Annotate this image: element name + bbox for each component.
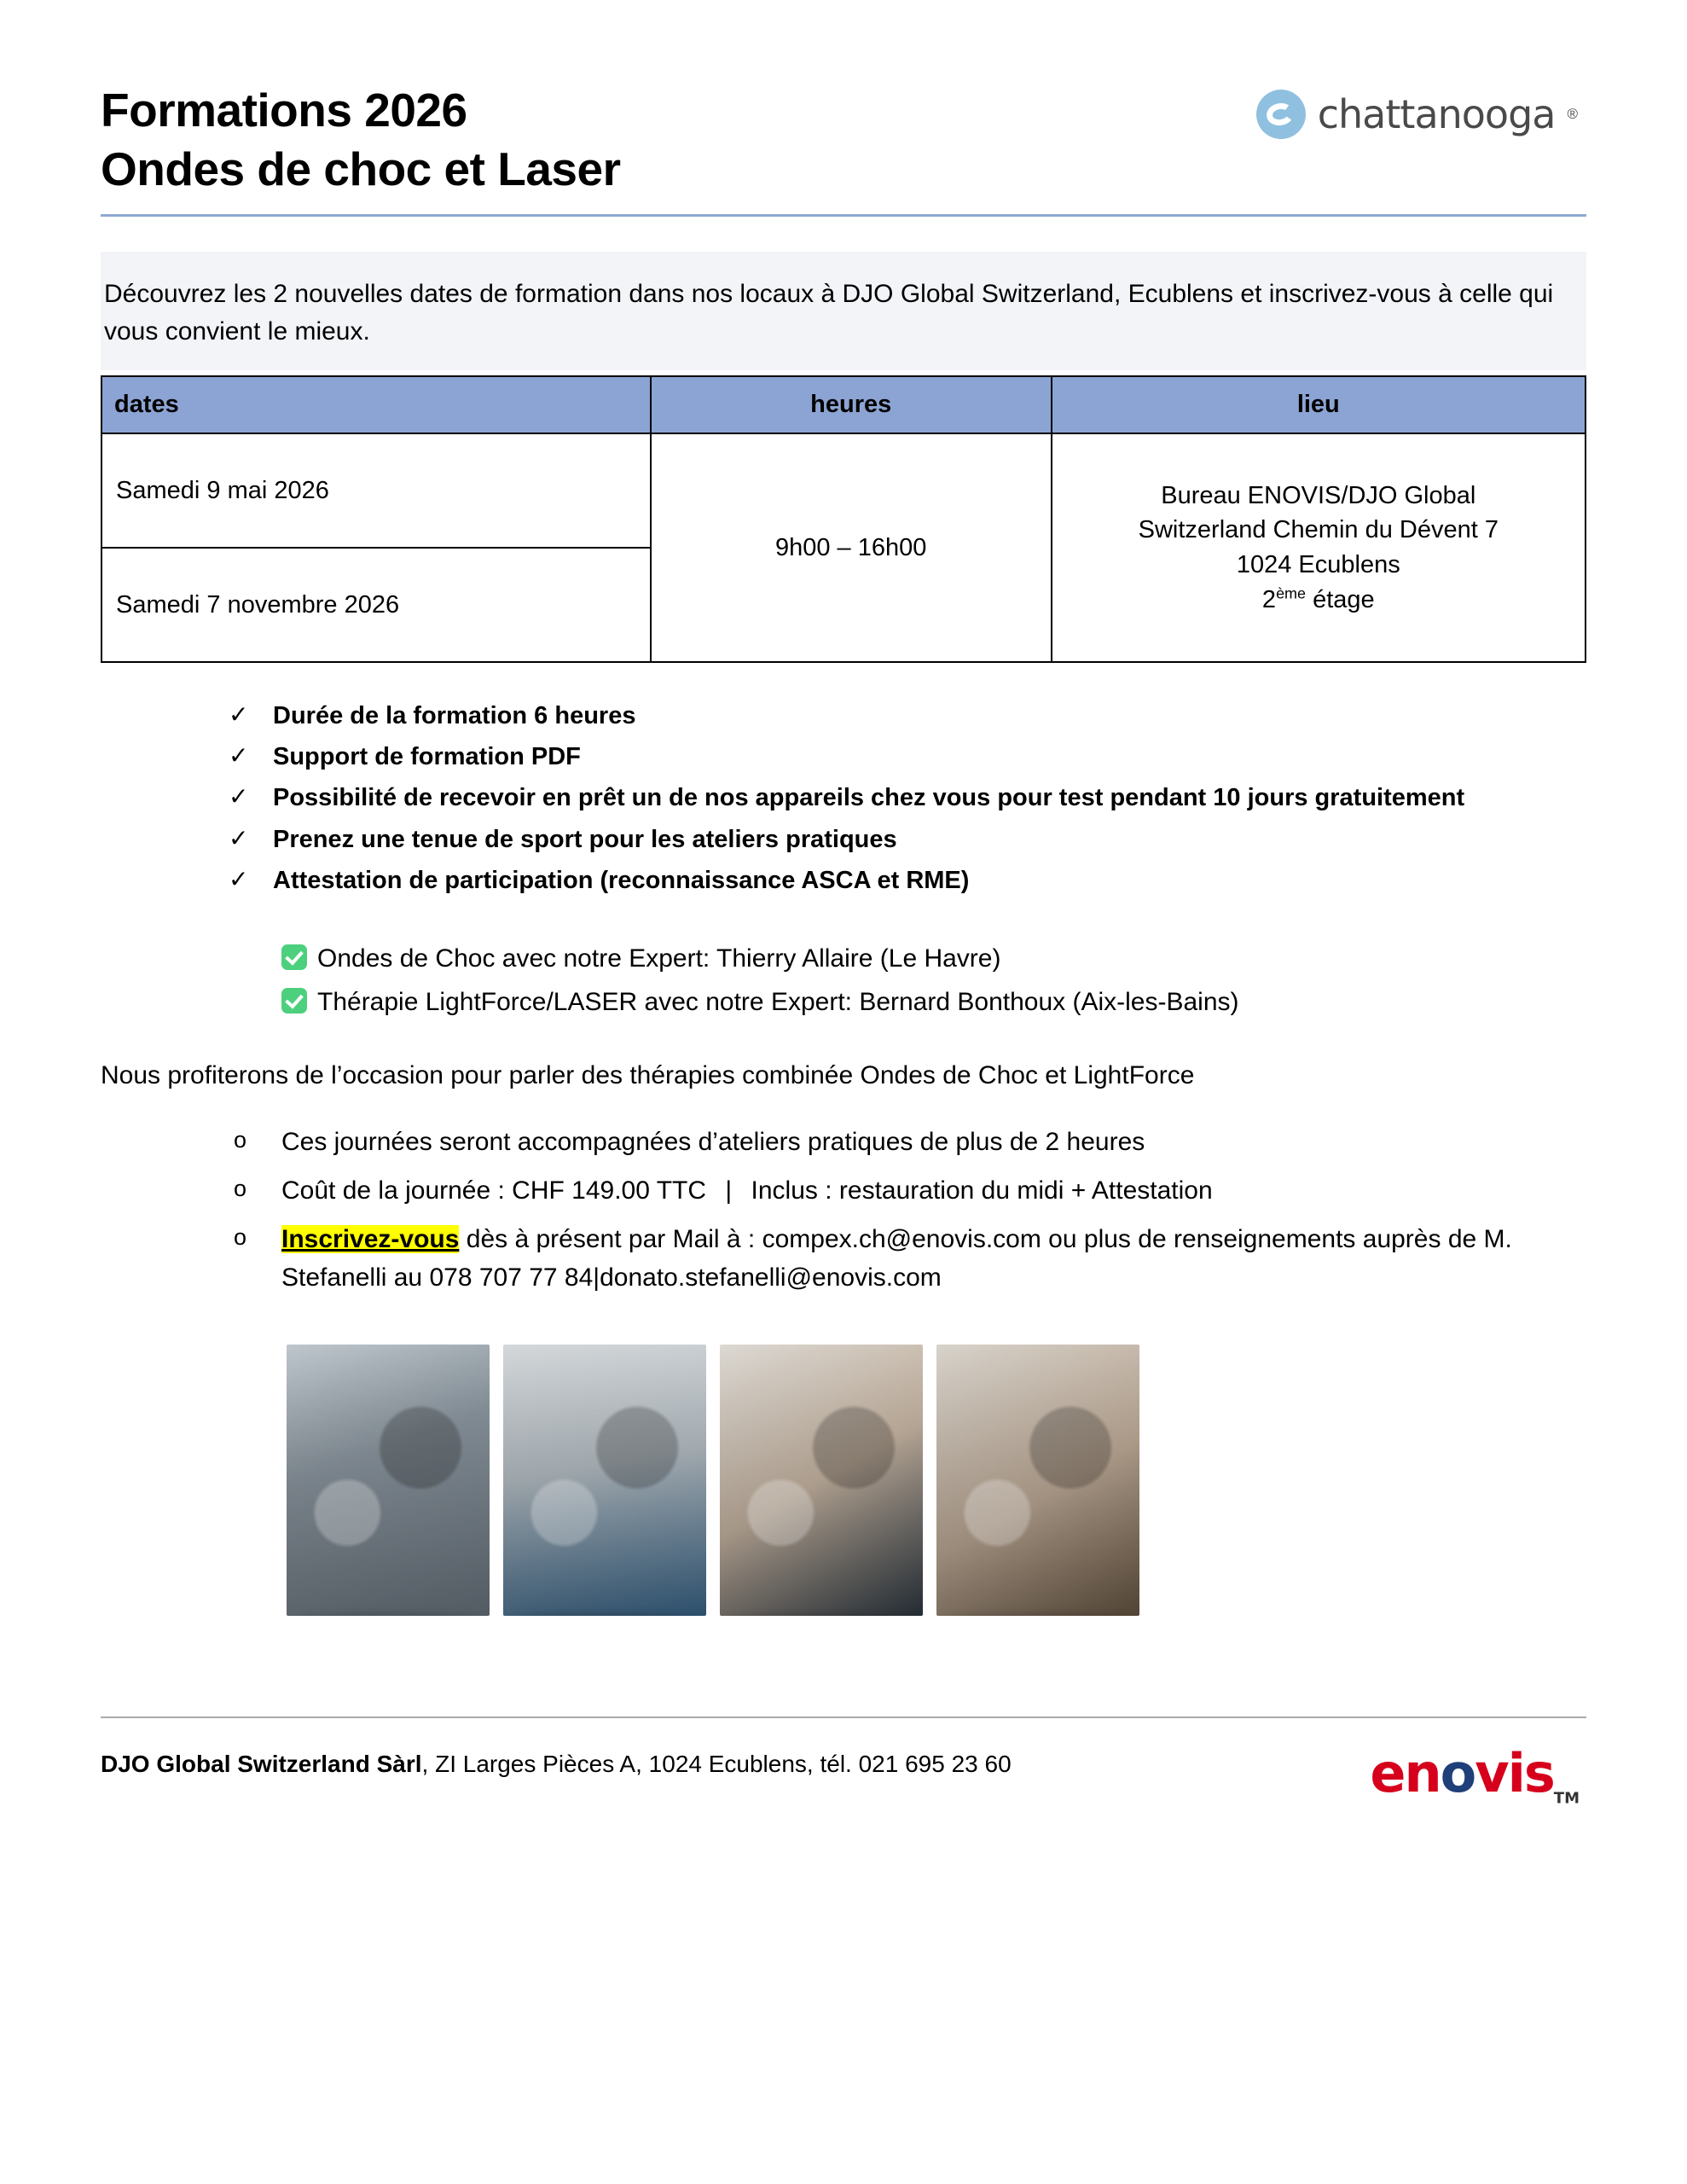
floor-ordinal: ème <box>1276 584 1307 601</box>
table-row <box>101 433 1586 548</box>
list-item: ✓ Attestation de participation (reconnaissance ASCA et RME) <box>229 863 1586 898</box>
expert-line-1: Ondes de Choc avec notre Expert: Thierry Allaire (Le Havre) <box>317 944 1001 973</box>
green-check-icon <box>281 944 307 970</box>
features-check-list <box>101 699 1586 898</box>
photo-traitement-ondes-de-choc-jambe <box>720 1345 923 1616</box>
enovis-logo <box>1370 1742 1580 1807</box>
location-floor <box>1066 583 1571 618</box>
photo-shadow <box>945 1614 1131 1616</box>
experts-list <box>101 939 1586 1021</box>
list-item: ✓ Support de formation PDF <box>229 740 1586 775</box>
separator: | <box>725 1176 733 1205</box>
list-item <box>281 983 1586 1021</box>
floor-number: 2 <box>1261 585 1277 613</box>
title-line-2: Ondes de choc et Laser <box>101 142 621 195</box>
list-item <box>281 939 1586 978</box>
document-footer <box>101 1742 1586 1841</box>
title-line-1: Formations 2026 <box>101 84 467 136</box>
cell-date-1: Samedi 9 mai 2026 <box>101 433 651 548</box>
column-header-lieu: lieu <box>1052 376 1586 433</box>
brand-name: chattanooga <box>1317 91 1556 137</box>
combined-therapy-paragraph: Nous profiterons de l’occasion pour parler des thérapies combinée Ondes de Choc et LightForce <box>101 1060 1195 1089</box>
schedule-table <box>101 375 1586 663</box>
footer-company-name: DJO Global Switzerland Sàrl <box>101 1751 422 1778</box>
enovis-logo-part1: en <box>1370 1742 1441 1805</box>
included-text: Inclus : restauration du midi + Attestation <box>751 1176 1213 1205</box>
location-line-1: Bureau ENOVIS/DJO Global <box>1161 481 1476 509</box>
cost-text: Coût de la journée : CHF 149.00 TTC <box>281 1176 707 1205</box>
column-header-dates: dates <box>101 376 651 433</box>
registered-mark: ® <box>1567 106 1578 122</box>
photo-shadow <box>512 1614 698 1616</box>
photo-therapeute-laser-sur-patient <box>503 1345 706 1616</box>
location-line-3: 1024 Ecublens <box>1236 551 1400 578</box>
chattanooga-circle-logo-icon <box>1256 90 1306 139</box>
column-header-heures: heures <box>651 376 1052 433</box>
footer-divider <box>101 1716 1586 1718</box>
header-divider <box>101 214 1586 217</box>
list-item <box>229 1220 1586 1297</box>
list-item: ✓ Possibilité de recevoir en prêt un de nos appareils chez vous pour test pendant 10 jours gratuitement <box>229 781 1586 816</box>
location-line-2: Switzerland Chemin du Dévent 7 <box>1138 516 1499 544</box>
photo-formateur-avec-appareil-ondes-de-choc <box>287 1345 490 1616</box>
register-details: dès à présent par Mail à : compex.ch@enovis.com ou plus de renseignements auprès de M. Stefanelli au 078 707 77 84|donato.stefanelli@enovis.com <box>281 1225 1512 1292</box>
floor-word: étage <box>1306 585 1375 613</box>
photo-traitement-appareil-sur-genou <box>936 1345 1139 1616</box>
expert-line-2: Thérapie LightForce/LASER avec notre Expert: Bernard Bonthoux (Aix-les-Bains) <box>317 987 1239 1016</box>
intro-paragraph: Découvrez les 2 nouvelles dates de formation dans nos locaux à DJO Global Switzerland, Ecublens et inscrivez-vous à celle qui vous convient le mieux. <box>101 252 1586 370</box>
list-item: ✓ Durée de la formation 6 heures <box>229 699 1586 734</box>
table-header-row <box>101 376 1586 433</box>
list-item <box>229 1171 1586 1210</box>
document-header <box>101 0 1586 252</box>
cell-location <box>1052 433 1586 662</box>
cell-date-2: Samedi 7 novembre 2026 <box>101 548 651 662</box>
footer-address-text: , ZI Larges Pièces A, 1024 Ecublens, tél. 021 695 23 60 <box>421 1751 1012 1778</box>
details-list <box>101 1123 1586 1297</box>
photo-gallery <box>101 1345 1586 1616</box>
photo-shadow <box>295 1614 481 1616</box>
footer-address <box>101 1747 1586 1780</box>
cell-hours: 9h00 – 16h00 <box>651 433 1052 662</box>
register-link[interactable]: Inscrivez-vous <box>281 1225 460 1254</box>
enovis-logo-part3: vis <box>1475 1742 1554 1805</box>
list-item: o Ces journées seront accompagnées d’ateliers pratiques de plus de 2 heures <box>229 1123 1586 1161</box>
photo-shadow <box>728 1614 914 1616</box>
green-check-icon <box>281 988 307 1014</box>
chattanooga-logo <box>1256 90 1578 139</box>
list-item: ✓ Prenez une tenue de sport pour les ateliers pratiques <box>229 822 1586 857</box>
enovis-trademark: TM <box>1553 1789 1580 1808</box>
enovis-logo-part2: o <box>1440 1742 1475 1805</box>
